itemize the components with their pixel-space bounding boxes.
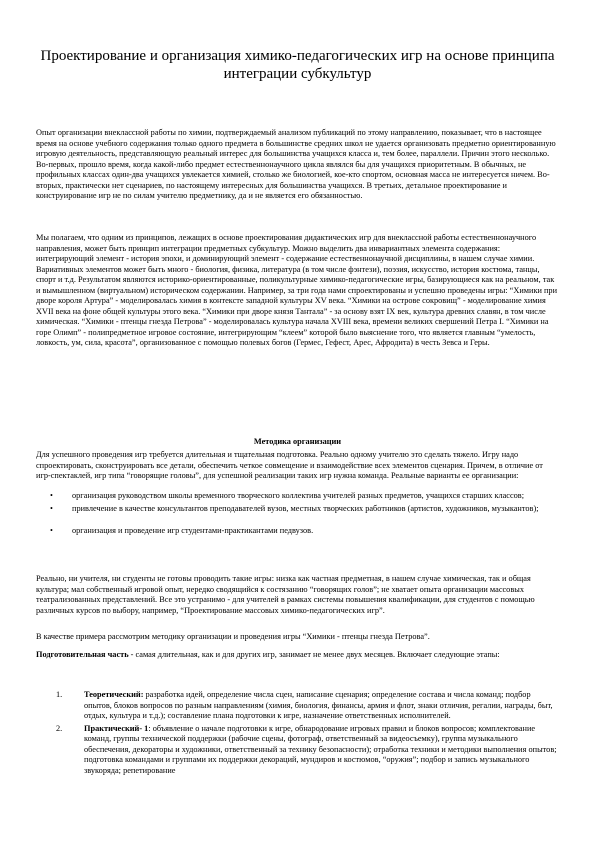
list-item [36, 491, 559, 502]
paragraph-1: Опыт организации внеклассной работы по химии, подтверждаемый анализом публикаций по этому направлению, показывает, что в настоящее время на основе учебного содержания только одного предмета в большинстве средних школ не удается организовать предметно ориентированную игровую деятельность, представляющую реальный интерес для большинства учащихся класса и, тем более, параллели. Причин этого несколько. Во-первых, прошло время, когда какой-либо предмет естественнонаучного цикла являлся бы для учащихся приоритетным. В обычных, не профильных классах один-два учащихся увлекается химией, столько же биологией, кое-кто спортом, основная масса не интересуется ничем. Во-вторых, практически нет сценариев, по настоящему интересных для большинства учащихся. В третьих, детальное проектирование и конструирование игр не по силам учителю предметнику, да и не является его обязанностью. [36, 128, 556, 200]
step-text: разработка идей, определение числа сцен, написание сценария; определение состава и числа команд; подбор опытов, блоков вопросов по разным направлениям (химия, биология, финансы, армия и флот, знаки отличия, регалии, награды, быт, отдых, культура и т.д.); составление плана подготовки к игре, назначение ответственных исполнителей. [84, 690, 553, 720]
method-paragraph: Для успешного проведения игр требуется длительная и тщательная подготовка. Реально одному учителю это сделать тяжело. Игру надо спроектировать, сконструировать все детали, обеспечить четкое совмещение и взаимодействие всех элементов сценария. Причем, в отличие от игр-спектаклей, игр типа “говорящие головы”, для успешной реализации таких игр нужна команда. Реальные варианты ее организации: [36, 450, 543, 480]
prep-text: - самая длительная, как и для других игр, занимает не менее двух месяцев. Включает следующие этапы: [128, 650, 500, 659]
prep-paragraph [36, 650, 559, 661]
principle-paragraph-block [36, 233, 559, 349]
organization-options-list [36, 491, 559, 537]
list-item [36, 526, 559, 537]
example-paragraph-block [36, 632, 559, 643]
step-label: Практический- 1 [84, 723, 149, 733]
intro-paragraph [36, 128, 559, 202]
method-paragraph-block [36, 450, 559, 482]
list-item-text: организация и проведение игр студентами-практикантами педвузов. [72, 526, 314, 535]
list-item-text: организация руководством школы временного творческого коллектива учителей разных предметов, учащихся старших классов; [72, 491, 525, 500]
section-heading: Методика организации [253, 437, 342, 446]
example-paragraph: В качестве примера рассмотрим методику организации и проведения игры “Химики - птенцы гнезда Петрова”. [36, 632, 430, 641]
list-item-text: привлечение в качестве консультантов преподавателей вузов, местных творческих работников (артистов, художников, музыкантов); [72, 503, 539, 513]
list-item [36, 504, 559, 515]
prep-paragraph-block [36, 650, 559, 661]
bullet-icon: • [50, 526, 53, 535]
step-number: 1. [56, 690, 63, 699]
step-number: 2. [56, 723, 63, 733]
reality-paragraph-block [36, 574, 559, 616]
stages-list [36, 690, 559, 778]
bullet-icon: • [50, 491, 53, 500]
list-item [36, 690, 559, 722]
page-title: Проектирование и организация химико-педагогических игр на основе принципа интеграции субкультур [40, 48, 555, 82]
paragraph-2: Мы полагаем, что одним из принципов, лежащих в основе проектирования дидактических игр для внеклассной работы естественнонаучного направления, может быть принцип интеграции предметных субкультур. Можно выделить два инвариантных элемента содержания: интегрирующий элемент - история эпохи, и доминирующий элемент - содержание естественнонаучной дисциплины, в нашем случае химии. Вариативных элементов может быть много - биология, физика, литература (в том числе фэнтези), поэзия, искусство, история костюма, танцы, спорт и т.д. Результатом являются историко-ориентированные, поликультурные химико-педагогические игры, базирующиеся как на реальном, так и вымышленном (виртуальном) историческом содержании. Например, за три года нами спроектированы и успешно проведены игры: “Химики при дворе короля Артура” - моделировалась химия в контексте западной культуры XV века. “Химики на острове сокровищ” - моделирование химия XVII века на фоне общей культуры этого века. “Химики при дворе князя Тантала” - за основу взят IX век, культура древних славян, в том числе химическая. “Химики - птенцы гнезда Петрова” - моделировалась культура начала XVIII века, времени великих свершений Петра I. “Химики на горе Олимп” - полипредметное игровое состояние, интегрирующим “клеем” которой было выяснение того, что является главным “умелость, ловкость, ум, сила, красота”, организованное с помощью полевых богов (Гермес, Гефест, Арес, Афродита) в честь Зевса и Геры. [36, 233, 558, 347]
list-item [36, 724, 559, 777]
step-text: : объявление о начале подготовки к игре, обнародование игровых правил и блоков вопросов; комплектование команд, группы технической поддержки (рабочие сцены, фотограф, ответственный за видеосъемку), группа музыкального обеспечения, декораторы и художники, ответственный за технику безопасности); отработка техники и методики выполнения опытов; подготовка командами и группами их поддержки декораций, мундиров и костюмов, “оружия”; подбор и запись музыкального звукоряда; репетирование [84, 723, 557, 775]
step-label: Теоретический: [84, 690, 144, 699]
bullet-icon: • [50, 503, 53, 513]
prep-label: Подготовительная часть [36, 650, 129, 659]
reality-paragraph: Реально, ни учителя, ни студенты не готовы проводить такие игры: низка как частная предметная, в нашем случае химическая, так и общая культура; мал собственный игровой опыт, нередко сводящийся к состязанию “говорящих голов”; не хватает опыта организации массовых театрализованных представлений. Все это устранимо - для учителей в рамках системы повышения квалификации, для студентов с помощью различных курсов по выбору, например, “Проектирование массовых химико-педагогических игр”. [36, 574, 535, 615]
